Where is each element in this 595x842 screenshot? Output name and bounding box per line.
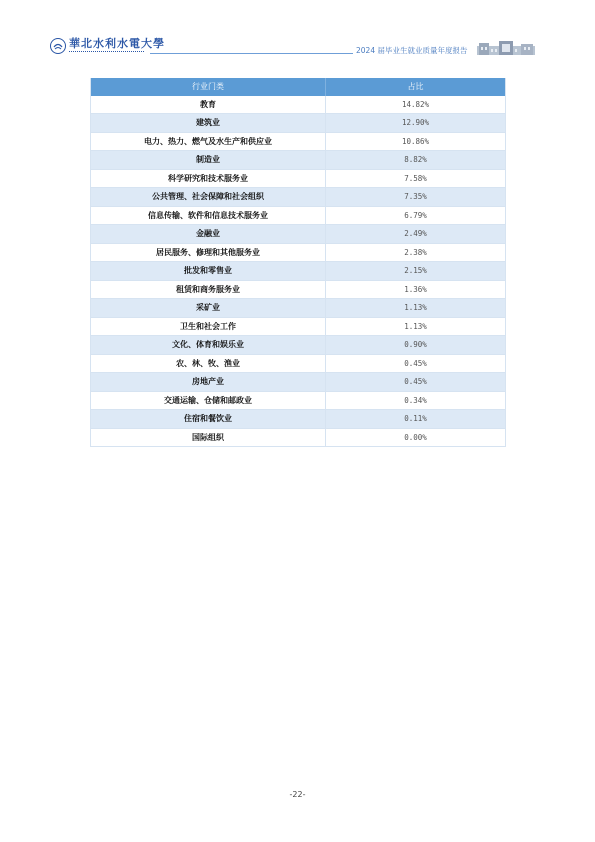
share-cell: 1.36%: [326, 280, 506, 299]
industry-share-table: [90, 78, 506, 447]
table-row: [91, 114, 506, 133]
table-row: [91, 132, 506, 151]
share-cell: 0.90%: [326, 336, 506, 355]
table-body: [91, 96, 506, 447]
share-cell: 0.45%: [326, 373, 506, 392]
share-cell: 6.79%: [326, 206, 506, 225]
industry-cell: 农、林、牧、渔业: [91, 354, 326, 373]
table-row: [91, 262, 506, 281]
logo-divider: [69, 51, 144, 54]
page-number: -22-: [289, 790, 306, 799]
page-header: [0, 0, 595, 60]
table-header-row: [91, 78, 506, 96]
industry-cell: 电力、热力、燃气及水生产和供应业: [91, 132, 326, 151]
table-row: [91, 336, 506, 355]
industry-cell: 居民服务、修理和其他服务业: [91, 243, 326, 262]
report-title: 2024 届毕业生就业质量年度报告: [356, 46, 468, 55]
table-row: [91, 151, 506, 170]
table-row: [91, 410, 506, 429]
table-row: [91, 428, 506, 447]
table-row: [91, 391, 506, 410]
header-rule: [150, 53, 353, 54]
industry-cell: 房地产业: [91, 373, 326, 392]
table-row: [91, 96, 506, 114]
industry-cell: 建筑业: [91, 114, 326, 133]
share-cell: 0.11%: [326, 410, 506, 429]
share-cell: 0.34%: [326, 391, 506, 410]
share-cell: 2.38%: [326, 243, 506, 262]
university-emblem-icon: [50, 38, 66, 54]
column-header-share: 占比: [326, 78, 506, 96]
university-logo: [50, 37, 165, 56]
share-cell: 7.58%: [326, 169, 506, 188]
share-cell: 2.15%: [326, 262, 506, 281]
share-cell: 1.13%: [326, 299, 506, 318]
industry-cell: 租赁和商务服务业: [91, 280, 326, 299]
share-cell: 10.86%: [326, 132, 506, 151]
university-name: 華北水利水電大學: [69, 37, 165, 50]
share-cell: 0.45%: [326, 354, 506, 373]
industry-cell: 制造业: [91, 151, 326, 170]
table-row: [91, 243, 506, 262]
share-cell: 14.82%: [326, 96, 506, 114]
table-row: [91, 225, 506, 244]
industry-cell: 信息传输、软件和信息技术服务业: [91, 206, 326, 225]
industry-cell: 采矿业: [91, 299, 326, 318]
share-cell: 0.00%: [326, 428, 506, 447]
share-cell: 1.13%: [326, 317, 506, 336]
industry-cell: 教育: [91, 96, 326, 114]
table-row: [91, 280, 506, 299]
industry-cell: 卫生和社会工作: [91, 317, 326, 336]
table-row: [91, 373, 506, 392]
industry-cell: 文化、体育和娱乐业: [91, 336, 326, 355]
table-row: [91, 188, 506, 207]
table-row: [91, 354, 506, 373]
column-header-industry: 行业门类: [91, 78, 326, 96]
industry-cell: 公共管理、社会保障和社会组织: [91, 188, 326, 207]
industry-share-table-container: [90, 78, 505, 447]
share-cell: 7.35%: [326, 188, 506, 207]
industry-cell: 国际组织: [91, 428, 326, 447]
industry-cell: 科学研究和技术服务业: [91, 169, 326, 188]
table-row: [91, 206, 506, 225]
share-cell: 2.49%: [326, 225, 506, 244]
table-row: [91, 299, 506, 318]
industry-cell: 金融业: [91, 225, 326, 244]
industry-cell: 交通运输、仓储和邮政业: [91, 391, 326, 410]
table-row: [91, 317, 506, 336]
share-cell: 8.82%: [326, 151, 506, 170]
share-cell: 12.90%: [326, 114, 506, 133]
industry-cell: 住宿和餐饮业: [91, 410, 326, 429]
table-row: [91, 169, 506, 188]
campus-building-icon: [477, 40, 535, 54]
industry-cell: 批发和零售业: [91, 262, 326, 281]
